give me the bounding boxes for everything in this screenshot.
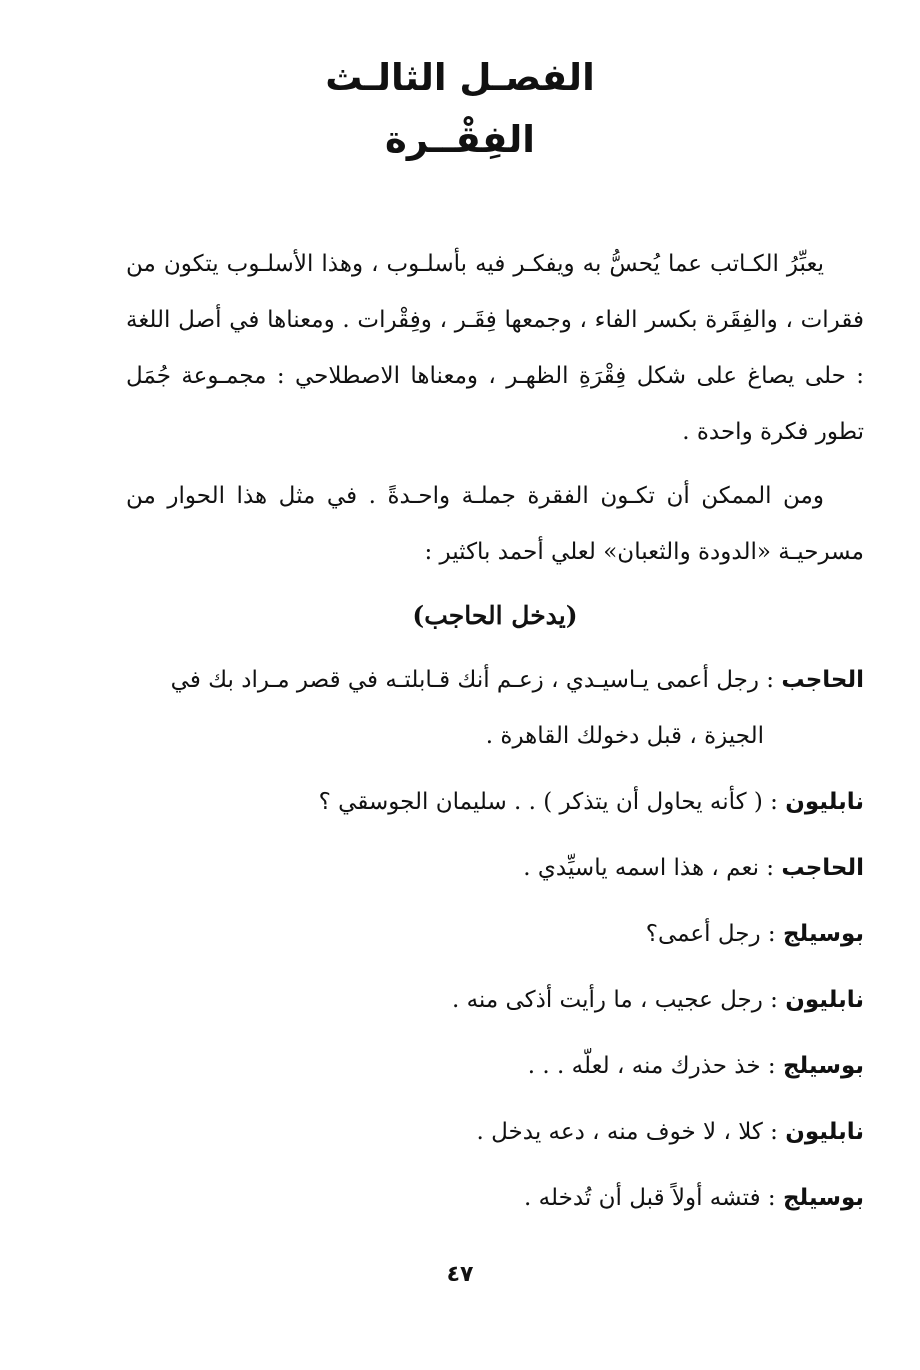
dialogue-separator: :	[758, 667, 782, 693]
paragraph: ومن الممكن أن تكـون الفقرة جملـة واحـدةً . في مثل هذا الحوار من مسرحيـة «الدودة والثعبان» لعلي أحمد باكثير :	[126, 483, 864, 565]
dialogue-line	[126, 972, 864, 1028]
speaker-name: بوسيلج	[782, 921, 864, 947]
dialogue-text: فتشه أولاً قبل أن تُدخله .	[524, 1185, 761, 1211]
dialogue-text: ( كأنه يحاول أن يتذكر ) . . سليمان الجوسقي ؟	[318, 789, 763, 815]
dialogue-text: خذ حذرك منه ، لعلّه . . .	[527, 1053, 761, 1079]
section-title: الفِقْــرة	[385, 118, 535, 161]
speaker-name: نابليون	[785, 987, 864, 1013]
dialogue-text: نعم ، هذا اسمه ياسيِّدي .	[523, 855, 759, 881]
dialogue-separator: :	[760, 921, 783, 947]
dialogue-line	[126, 1038, 864, 1094]
stage-direction: (يدخل الحاجب)	[412, 601, 578, 630]
dialogue-line	[126, 840, 864, 896]
speaker-name: نابليون	[785, 1119, 864, 1145]
dialogue-line	[126, 652, 864, 764]
speaker-name: بوسيلج	[782, 1053, 864, 1079]
speaker-name: الحاجب	[781, 855, 864, 881]
dialogue-separator: :	[760, 1185, 783, 1211]
page-body	[126, 236, 864, 1236]
dialogue-separator: :	[762, 1119, 786, 1145]
paragraph: يعبِّرُ الكـاتب عما يُحسُّ به ويفكـر فيه بأسلـوب ، وهذا الأسلـوب يتكون من فقرات ، والفِقَرة بكسر الفاء ، وجمعها فِقَـر ، وفِقْرات . ومعناها في أصل اللغة : حلى يصاغ على شكل فِقْرَةِ الظهـر ، ومعناها الاصطلاحي : مجمـوعة جُمَل تطور فكرة واحدة .	[126, 251, 864, 445]
dialogue-line	[126, 774, 864, 830]
dialogue-separator: :	[758, 855, 782, 881]
dialogue-line	[126, 1170, 864, 1226]
dialogue-separator: :	[760, 1053, 783, 1079]
speaker-name: بوسيلج	[782, 1185, 864, 1211]
dialogue-line	[126, 906, 864, 962]
dialogue-separator: :	[762, 987, 786, 1013]
dialogue-text: رجل عجيب ، ما رأيت أذكى منه .	[451, 987, 763, 1013]
speaker-name: الحاجب	[781, 667, 864, 693]
dialogue-text: كلا ، لا خوف منه ، دعه يدخل .	[476, 1119, 763, 1145]
chapter-title: الفصـل الثالـث	[325, 56, 595, 99]
dialogue-text: رجل أعمى يـاسيـدي ، زعـم أنك قـابلتـه في قصر مـراد بك في الجيزة ، قبل دخولك القاهرة .	[170, 667, 764, 749]
dialogue-text: رجل أعمى؟	[645, 921, 761, 947]
dialogue-separator: :	[762, 789, 786, 815]
speaker-name: نابليون	[785, 789, 864, 815]
dialogue-line	[126, 1104, 864, 1160]
page-number: ٤٧	[446, 1262, 474, 1287]
